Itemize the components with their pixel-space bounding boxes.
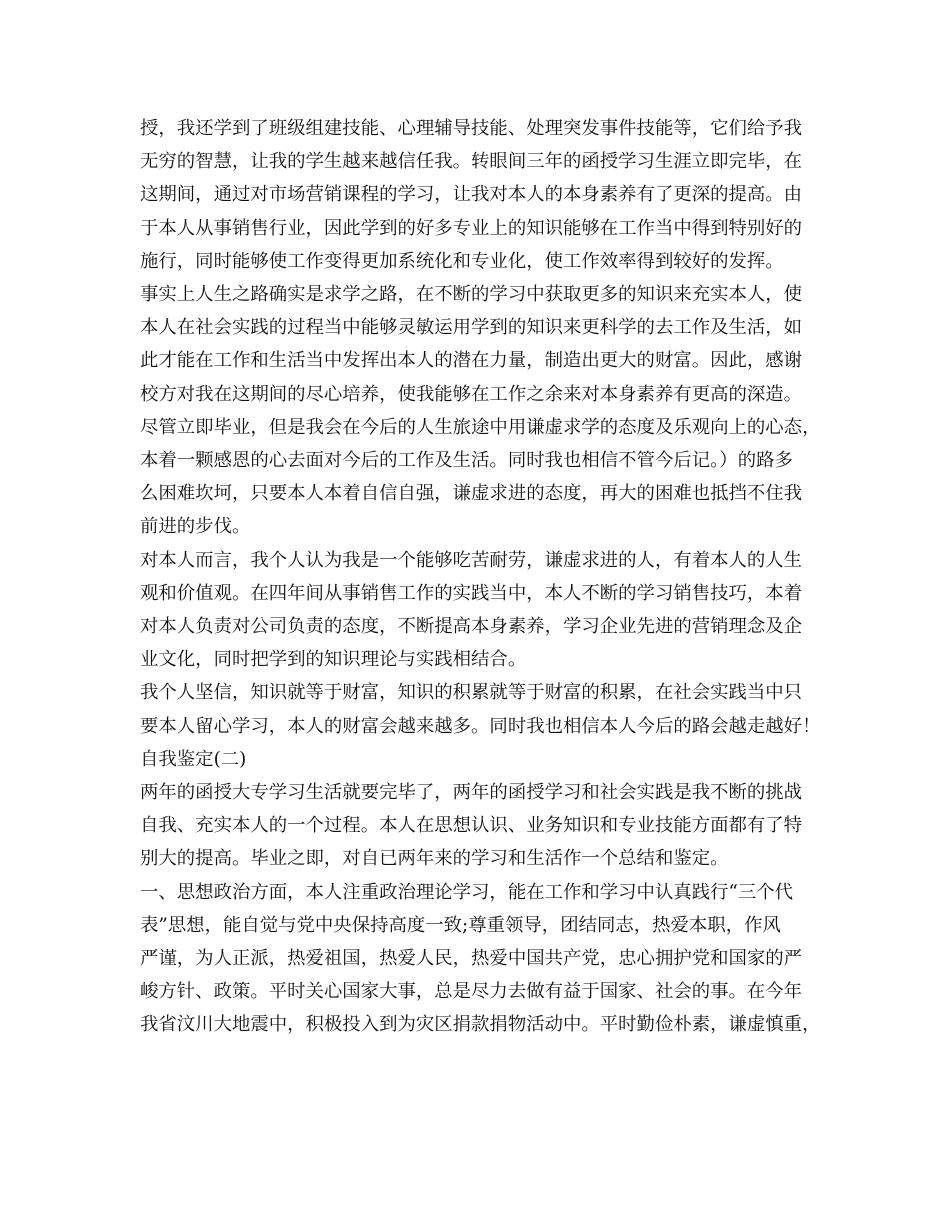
paragraph-line: 于本人从事销售行业，因此学到的好多专业上的知识能够在工作当中得到特别好的 (140, 217, 803, 239)
paragraph-line: 本人在社会实践的过程当中能够灵敏运用学到的知识来更科学的去工作及生活，如 (140, 317, 803, 339)
paragraph-line: 我个人坚信，知识就等于财富，知识的积累就等于财富的积累，在社会实践当中只 (140, 682, 803, 704)
paragraph-line: 峻方针、政策。平时关心国家大事，总是尽力去做有益于国家、社会的事。在今年 (140, 981, 803, 1003)
paragraph-line: 要本人留心学习，本人的财富会越来越多。同时我也相信本人今后的路会越走越好！ (140, 715, 821, 737)
paragraph-line: 授，我还学到了班级组建技能、心理辅导技能、处理突发事件技能等，它们给予我 (140, 118, 803, 139)
paragraph-line: 对本人负责对公司负责的态度，不断提高本身素养，学习企业先进的营销理念及企 (140, 616, 803, 638)
paragraph-line: 此才能在工作和生活当中发挥出本人的潜在力量，制造出更大的财富。因此，感谢 (140, 350, 803, 372)
paragraph-line: 表”思想，能自觉与党中央保持高度一致;尊重领导，团结同志，热爱本职，作风 (140, 914, 781, 936)
paragraph-line: 事实上人生之路确实是求学之路，在不断的学习中获取更多的知识来充实本人，使 (140, 284, 803, 306)
paragraph-line: 一、思想政治方面，本人注重政治理论学习，能在工作和学习中认真践行“三个代 (140, 881, 794, 903)
document-body (140, 112, 830, 1042)
paragraph-line: 观和价值观。在四年间从事销售工作的实践当中，本人不断的学习销售技巧，本着 (140, 582, 803, 604)
paragraph-line: 校方对我在这期间的尽心培养，使我能够在工作之余来对本身素养有更高的深造。 (140, 383, 803, 405)
paragraph-line: 我省汶川大地震中，积极投入到为灾区捐款捐物活动中。平时勤俭朴素，谦虚慎重， (140, 1014, 821, 1036)
paragraph-line: 对本人而言，我个人认为我是一个能够吃苦耐劳，谦虚求进的人，有着本人的人生 (140, 549, 803, 571)
paragraph-line: 么困难坎坷，只要本人本着自信自强，谦虚求进的态度，再大的困难也抵挡不住我 (140, 483, 803, 505)
paragraph-line: 无穷的智慧，让我的学生越来越信任我。转眼间三年的函授学习生涯立即完毕，在 (140, 151, 803, 173)
paragraph-line: 严谨，为人正派，热爱祖国，热爱人民，热爱中国共产党，忠心拥护党和国家的严 (140, 948, 803, 970)
paragraph-line: 业文化，同时把学到的知识理论与实践相结合。 (140, 649, 527, 671)
paragraph-line: 尽管立即毕业，但是我会在今后的人生旅途中用谦虚求学的态度及乐观向上的心态， (140, 416, 821, 438)
paragraph-line: 施行，同时能够使工作变得更加系统化和专业化，使工作效率得到较好的发挥。 (140, 250, 784, 272)
section-heading: 自我鉴定(二) (140, 748, 247, 770)
paragraph-line: 这期间，通过对市场营销课程的学习，让我对本人的本身素养有了更深的提高。由 (140, 184, 803, 206)
paragraph-line: 别大的提高。毕业之即，对自已两年来的学习和生活作一个总结和鉴定。 (140, 848, 729, 870)
paragraph-line: 两年的函授大专学习生活就要完毕了，两年的函授学习和社会实践是我不断的挑战 (140, 782, 803, 804)
paragraph-line: 本着一颗感恩的心去面对今后的工作及生活。同时我也相信不管今后记。）的路多 (140, 450, 793, 472)
paragraph-line: 自我、充实本人的一个过程。本人在思想认识、业务知识和专业技能方面都有了特 (140, 815, 803, 837)
paragraph-line: 前进的步伐。 (140, 516, 251, 538)
